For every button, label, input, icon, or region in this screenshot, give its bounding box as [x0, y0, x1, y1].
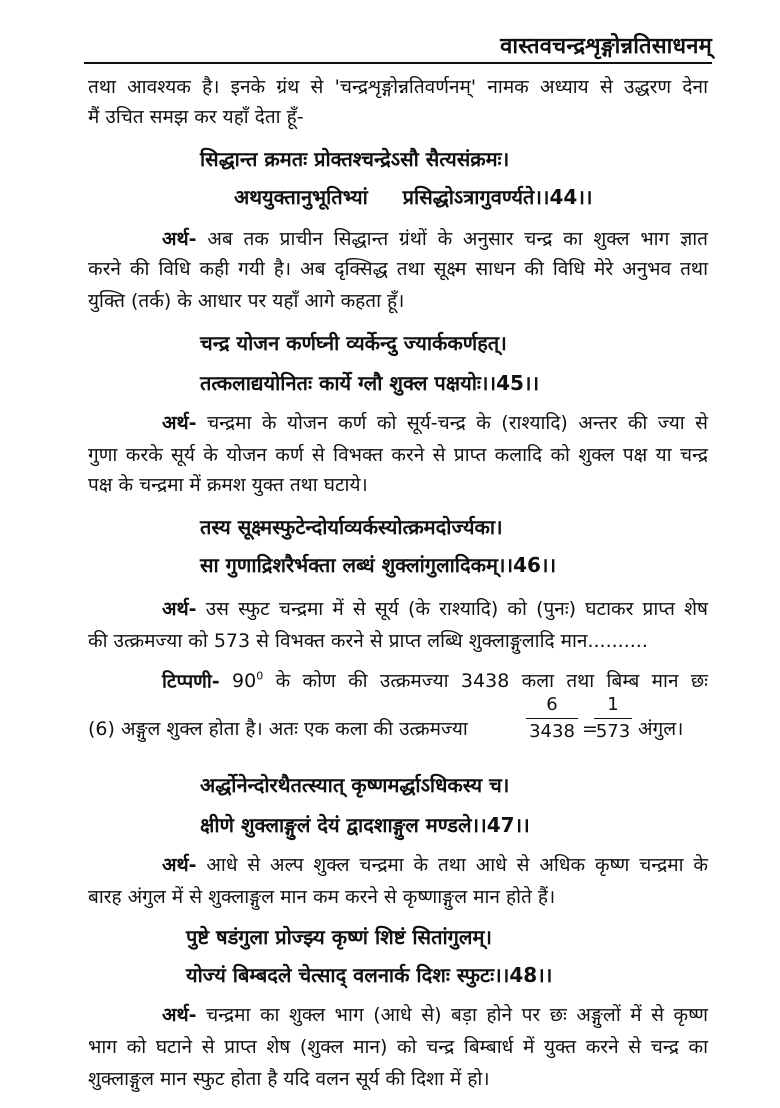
meaning-line	[162, 226, 708, 252]
meaning-label: अर्थ-	[162, 412, 197, 434]
verse-line	[234, 184, 592, 210]
verse-line: अर्द्धोनेन्दोरथैतत्स्यात् कृष्णमर्द्धाऽधिकस्य च।	[200, 773, 510, 797]
note-line	[162, 664, 708, 694]
verse-line: सिद्धान्त क्रमतः प्रोक्तश्चन्द्रेऽसौ सैत्यसंक्रमः।	[200, 147, 510, 171]
text-line: युक्ति (तर्क) के आधार पर यहाँ आगे कहता हूँ।	[88, 290, 405, 312]
fraction-denominator: 3438	[529, 721, 575, 742]
meaning-text: उस स्फुट चन्द्रमा में से सूर्य (के राश्यादि) को (पुनः) घटाकर प्राप्त शेष	[205, 598, 708, 620]
text-line: करने की विधि कही गयी है। अब दृक्सिद्ध तथा सूक्ष्म साधन की विधि मेरे अनुभव तथा	[88, 258, 708, 280]
verse-line: सा गुणाद्रिशरैर्भक्ता लब्धं शुक्लांगुलादिकम्।।46।।	[200, 553, 557, 577]
running-header: वास्तवचन्द्रशृङ्गोन्नतिसाधनम्	[500, 34, 712, 59]
text-line: की उत्क्रमज्या को 573 से विभक्त करने से प्राप्त लब्धि शुक्लाङ्गुलादि मान..........	[88, 630, 648, 652]
meaning-line	[162, 852, 708, 878]
verse-line: पुष्टे षडंगुला प्रोज्झ्य कृष्णं शिष्टं सितांगुलम्।	[186, 925, 493, 949]
fraction-denominator: 573	[595, 721, 631, 742]
fraction-bar	[526, 718, 578, 719]
verse-part: अथयुक्तानुभूतिभ्यां	[234, 185, 368, 209]
meaning-line	[162, 596, 708, 622]
meaning-text: चन्द्रमा के योजन कर्ण को सूर्य-चन्द्र के (राश्यादि) अन्तर की ज्या से	[207, 412, 708, 434]
note-label: टिप्पणी-	[162, 670, 220, 693]
text-line: पक्ष के चन्द्रमा में क्रमश युक्त तथा घटाये।	[88, 474, 368, 496]
verse-part: प्रसिद्धोऽत्रागुवर्ण्यते।।44।।	[402, 185, 593, 209]
text-line: गुणा करके सूर्य के योजन कर्ण से विभक्त करने से प्राप्त कलादि को शुक्ल पक्ष या चन्द्र	[88, 444, 708, 466]
verse-line: क्षीणे शुक्लाङ्गुलं देयं द्वादशाङ्गुल मण्डले।।47।।	[200, 813, 530, 837]
equals-sign: =	[582, 718, 598, 740]
header-rule	[84, 62, 712, 64]
fraction-1-over-573	[594, 694, 632, 743]
text-line: बारह अंगुल में से शुक्लाङ्गुल मान कम करने से कृष्णाङ्गुल मान होते हैं।	[88, 886, 556, 908]
text-line: तथा आवश्यक है। इनके ग्रंथ से 'चन्द्रशृङ्गोन्नतिवर्णनम्' नामक अध्याय से उद्धरण देना	[88, 76, 708, 98]
verse-line: चन्द्र योजन कर्णघ्नी व्यर्केन्दु ज्यार्ककर्णहत्।	[200, 331, 507, 355]
meaning-label: अर्थ-	[162, 1004, 197, 1026]
text-line: मैं उचित समझ कर यहाँ देता हूँ-	[88, 106, 304, 128]
meaning-line	[162, 410, 708, 436]
fraction-numerator: 6	[546, 694, 558, 715]
meaning-text: अब तक प्राचीन सिद्धान्त ग्रंथों के अनुसार चन्द्र का शुक्ल भाग ज्ञात	[207, 228, 708, 250]
verse-line: योज्यं बिम्बदले चेत्साद् वलनार्क दिशः स्फुटः।।48।।	[186, 963, 553, 987]
text-line: (6) अङ्गुल शुक्ल होता है। अतः एक कला की उत्क्रमज्या	[88, 718, 468, 740]
fraction-numerator: 1	[607, 694, 619, 715]
verse-line: तत्कलाद्ययोनितः कार्ये ग्लौ शुक्ल पक्षयोः।।45।।	[200, 371, 540, 395]
text-line: भाग को घटाने से प्राप्त शेष (शुक्ल मान) को चन्द्र बिम्बार्ध में युक्त करने से चन्द्र का	[88, 1036, 708, 1058]
meaning-label: अर्थ-	[162, 598, 197, 620]
note-text	[232, 670, 708, 692]
degree-mark: 0	[256, 670, 264, 683]
verse-line: तस्य सूक्ष्मस्फुटेन्दोर्याव्यर्कस्योत्क्रमदोर्ज्यका।	[200, 515, 503, 539]
fraction-bar	[594, 718, 632, 719]
meaning-text: आधे से अल्प शुक्ल चन्द्रमा के तथा आधे से अधिक कृष्ण चन्द्रमा के	[206, 854, 708, 876]
fraction-6-over-3438	[526, 694, 578, 743]
text-line: शुक्लाङ्गुल मान स्फुट होता है यदि वलन सूर्य की दिशा में हो।	[88, 1068, 490, 1090]
meaning-label: अर्थ-	[162, 228, 197, 250]
meaning-text: चन्द्रमा का शुक्ल भाग (आधे से) बड़ा होने पर छः अङ्गुलों में से कृष्ण	[206, 1004, 708, 1026]
meaning-line	[162, 1002, 708, 1028]
unit-text: अंगुल।	[638, 718, 684, 740]
meaning-label: अर्थ-	[162, 854, 197, 876]
angle-value: 90	[232, 670, 257, 693]
note-text-rest: के कोण की उत्क्रमज्या 3438 कला तथा बिम्ब मान छः	[275, 670, 708, 693]
